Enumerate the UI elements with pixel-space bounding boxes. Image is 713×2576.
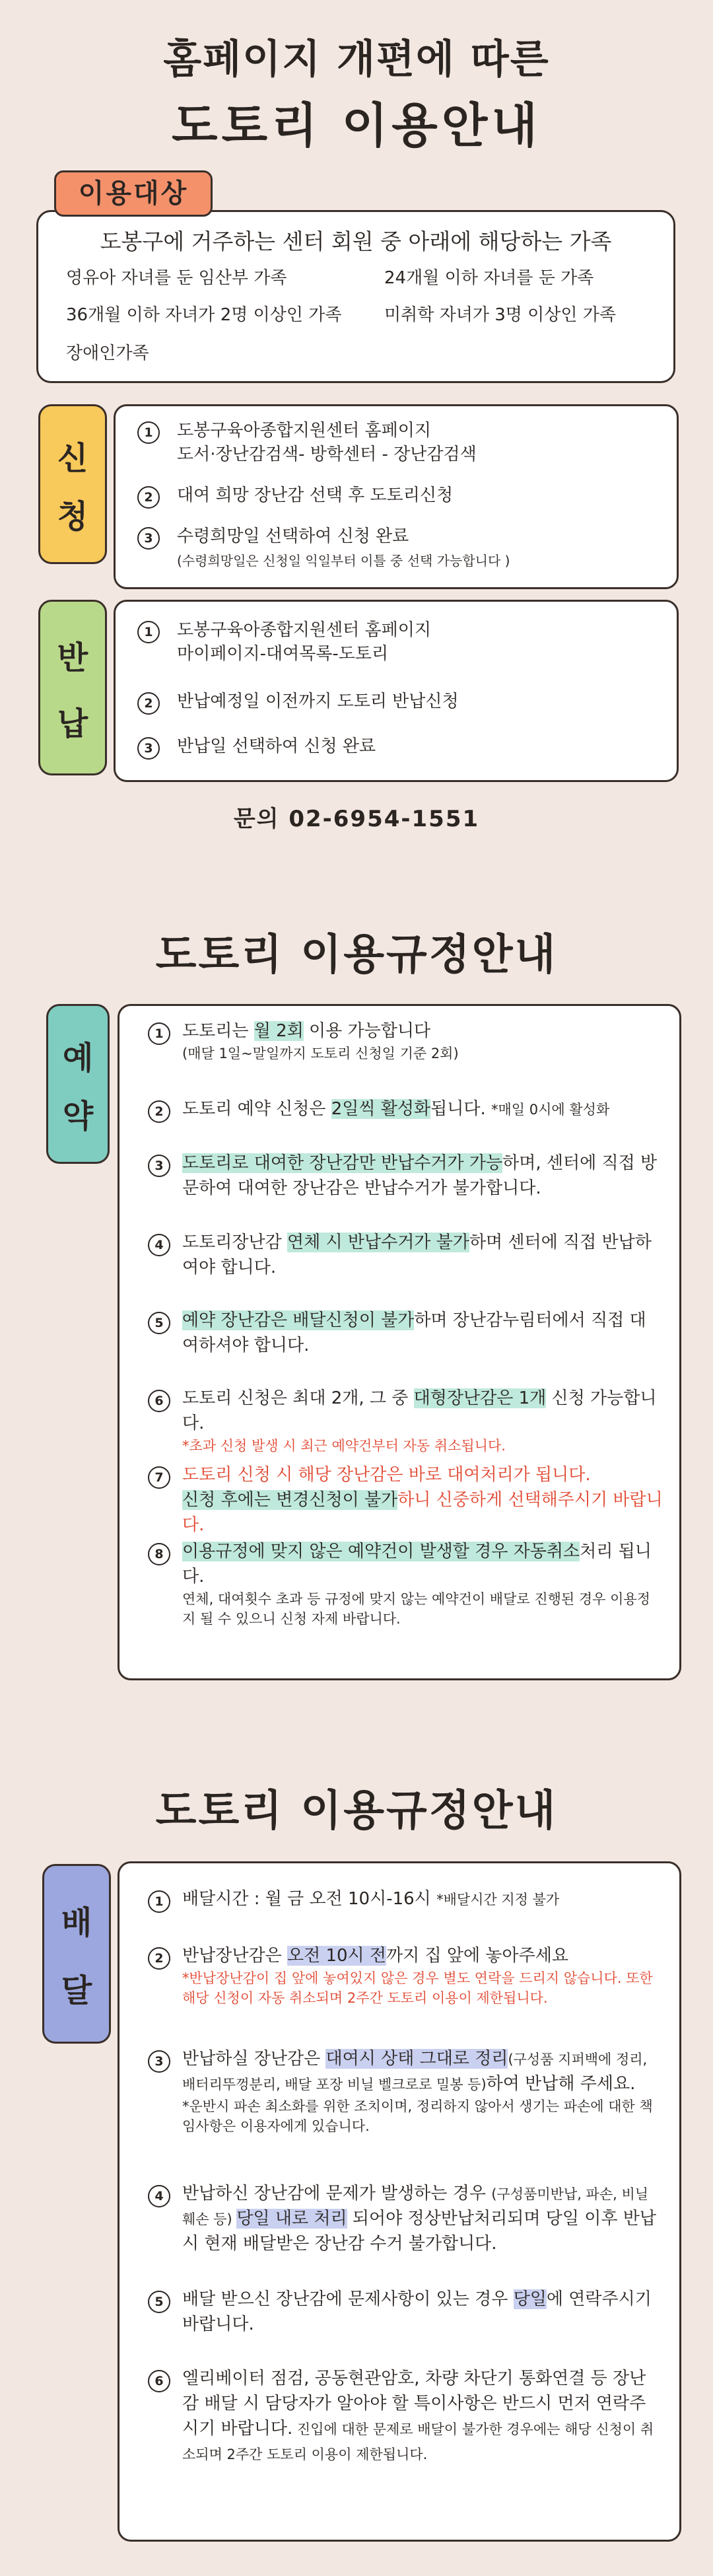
reservation-rule-6: 도토리 신청은 최대 2개, 그 중 대형장난감은 1개 신청 가능합니다. *초과 신청 발생 시 최근 예약건부터 자동 취소됩니다. [182, 1388, 657, 1454]
delivery-rule-1: 배달시간 : 월 금 오전 10시-16시 *배달시간 지정 불가 [182, 1889, 560, 1909]
page-subtitle: 홈페이지 개편에 따른 [163, 36, 550, 83]
rules-title-delivery: 도토리 이용규정안내 [155, 1787, 558, 1836]
rule-number: 6 [148, 1390, 170, 1412]
delivery-rule-4: 반납하신 장난감에 문제가 발생하는 경우 (구성품미반납, 파손, 비닐 훼손 등) 당일 내로 처리 되어야 정상반납처리되며 당일 이후 반납시 현재 배달받은 장난감 수거 불가합니다. [182, 2184, 656, 2254]
delivery-tab: 배 달 [42, 1864, 111, 2044]
rule-number: 5 [148, 2291, 170, 2313]
rule-number: 4 [148, 1234, 170, 1256]
reservation-rule-4: 도토리장난감 연체 시 반납수거가 불가하며 센터에 직접 반납하여야 합니다. [182, 1233, 652, 1277]
target-description: 도봉구에 거주하는 센터 회원 중 아래에 해당하는 가족 [100, 229, 612, 254]
rule-number: 5 [148, 1312, 170, 1334]
rule-number: 1 [148, 1890, 170, 1913]
return-step-3: 반납일 선택하여 신청 완료 [177, 736, 376, 756]
return-step-2: 반납예정일 이전까지 도토리 반납신청 [177, 692, 459, 711]
delivery-rule-3: 반납하실 장난감은 대여시 상태 그대로 정리(구성품 지퍼백에 정리, 배터리뚜껑분리, 배달 포장 비닐 벨크로로 밀봉 등)하여 반납해 주세요. *운반시 파손 최소화를 위한 조치이며, 정리하지 않아서 생기는 파손에 대한 책임사항은 이용자에게 있습니다. [182, 2049, 653, 2134]
reservation-rule-1: 도토리는 월 2회 이용 가능합니다 (매달 1일~말일까지 도토리 신청일 기준 2회) [182, 1021, 459, 1061]
rule-number: 2 [148, 1947, 170, 1970]
target-item: 미취학 자녀가 3명 이상인 가족 [384, 301, 616, 326]
reservation-rule-7: 도토리 신청 시 해당 장난감은 바로 대여처리가 됩니다. 신청 후에는 변경신청이 불가하니 신중하게 선택해주시기 바랍니다. [182, 1465, 663, 1535]
return-tab: 반 납 [38, 600, 107, 775]
step-number: 3 [137, 527, 160, 550]
delivery-rule-2: 반납장난감은 오전 10시 전까지 집 앞에 놓아주세요 *반납장난감이 집 앞에 놓여있지 않은 경우 별도 연락을 드리지 않습니다. 또한 해당 신청이 자동 취소되며 2주간 도토리 이용이 제한됩니다. [182, 1946, 653, 2006]
rule-number: 2 [148, 1100, 170, 1123]
target-item: 36개월 이하 자녀가 2명 이상인 가족 [66, 301, 341, 326]
step-number: 1 [137, 621, 160, 643]
apply-tab: 신 청 [38, 404, 107, 564]
rule-number: 3 [148, 1155, 170, 1177]
target-tag: 이용대상 [54, 170, 213, 217]
rule-number: 6 [148, 2370, 170, 2392]
reservation-rule-8: 이용규정에 맞지 않은 예약건이 발생할 경우 자동취소처리 됩니다. 연체, 대여횟수 초과 등 규정에 맞지 않는 예약건이 배달로 진행된 경우 이용정지 될 수 있으니 신청 자제 바랍니다. [182, 1542, 652, 1627]
target-item: 24개월 이하 자녀를 둔 가족 [384, 264, 594, 289]
apply-step-2: 대여 희망 장난감 선택 후 도토리신청 [177, 485, 454, 505]
return-step-1: 도봉구육아종합지원센터 홈페이지 마이페이지-대여목록-도토리 [177, 620, 432, 664]
step-number: 3 [137, 737, 160, 760]
reservation-rule-2: 도토리 예약 신청은 2일씩 활성화됩니다. *매일 0시에 활성화 [182, 1099, 610, 1119]
reservation-rule-3: 도토리로 대여한 장난감만 반납수거가 가능하며, 센터에 직접 방문하여 대여한 장난감은 반납수거가 불가합니다. [182, 1153, 658, 1198]
rule-number: 4 [148, 2185, 170, 2207]
rule-number: 3 [148, 2050, 170, 2073]
rule-number: 1 [148, 1022, 170, 1045]
rule-number: 7 [148, 1466, 170, 1489]
delivery-rule-6: 엘리베이터 점검, 공동현관암호, 차량 차단기 통화연결 등 장난감 배달 시 담당자가 알아야 할 특이사항은 반드시 먼저 연락주시기 바랍니다. 진입에 대한 문제로 배달이 불가한 경우에는 해당 신청이 취소되며 2주간 도토리 이용이 제한됩니다. [182, 2369, 654, 2462]
step-number: 1 [137, 421, 160, 444]
page-title: 도토리 이용안내 [172, 98, 541, 153]
delivery-rule-5: 배달 받으신 장난감에 문제사항이 있는 경우 당일에 연락주시기 바랍니다. [182, 2289, 652, 2334]
target-item: 영유아 자녀를 둔 임산부 가족 [66, 264, 287, 289]
rule-number: 8 [148, 1543, 170, 1565]
apply-step-1: 도봉구육아종합지원센터 홈페이지 도서·장난감검색- 방학센터 - 장난감검색 [177, 421, 477, 464]
apply-step-3: 수령희망일 선택하여 신청 완료 (수령희망일은 신청일 익일부터 이틀 중 선택 가능합니다 ) [177, 526, 510, 569]
step-number: 2 [137, 486, 160, 509]
step-number: 2 [137, 692, 160, 715]
rules-title-reservation: 도토리 이용규정안내 [155, 931, 558, 980]
target-item: 장애인가족 [66, 340, 149, 364]
inquiry-phone: 문의 02-6954-1551 [233, 806, 480, 832]
reservation-tab: 예 약 [46, 1004, 110, 1164]
reservation-rule-5: 예약 장난감은 배달신청이 불가하며 장난감누림터에서 직접 대여하셔야 합니다. [182, 1310, 646, 1355]
